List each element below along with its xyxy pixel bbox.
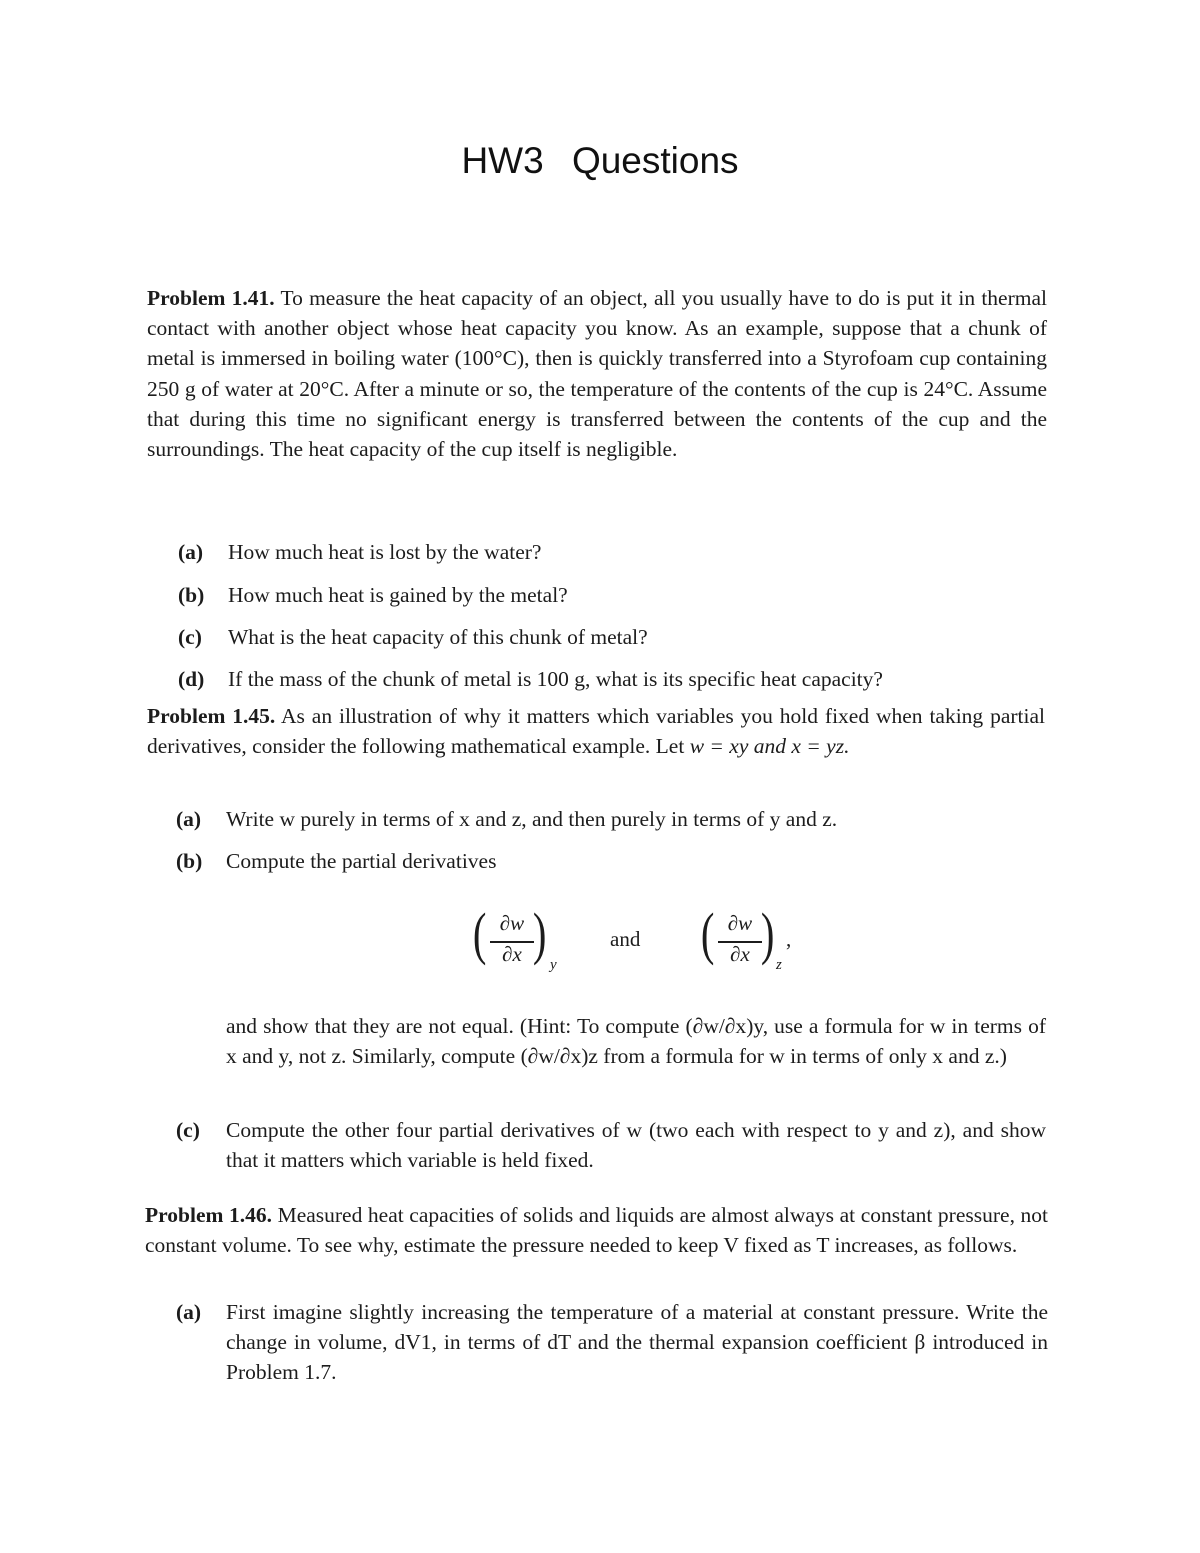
equation-trailing-comma: , <box>786 927 792 951</box>
denominator: ∂x <box>730 942 750 966</box>
part-text: First imagine slightly increasing the temperature of a material at constant pressure. Write the change in volume, dV1, in terms of dT and the thermal expansion coefficient β introduced in Problem 1.7. <box>226 1300 1048 1385</box>
problem-145-paragraph <box>147 701 1045 761</box>
problem-146-paragraph <box>145 1200 1048 1260</box>
problem-146 <box>145 1200 1048 1260</box>
problem-145 <box>147 701 1045 761</box>
problem-141-heading: Problem 1.41. <box>147 286 275 310</box>
part-label: (c) <box>178 625 202 649</box>
problem-141 <box>147 283 1047 464</box>
problem-146-intro: Measured heat capacities of solids and liquids are almost always at constant pressure, not constant volume. To see why, estimate the pressure needed to keep V fixed as T increases, as follows. <box>145 1203 1048 1258</box>
problem-146-heading: Problem 1.46. <box>145 1203 272 1227</box>
fraction-bar <box>490 941 534 943</box>
numerator: ∂w <box>727 911 753 935</box>
problem-145-intro-math: w = xy and x = yz. <box>689 734 850 759</box>
fraction-bar <box>718 941 762 943</box>
right-paren: ) <box>760 901 775 966</box>
part-label: (a) <box>176 807 202 831</box>
problem-141-paragraph <box>147 283 1047 464</box>
numerator: ∂w <box>499 911 525 935</box>
part-text: What is the heat capacity of this chunk of metal? <box>228 625 648 649</box>
equation-connector: and <box>610 927 641 951</box>
right-paren: ) <box>532 901 547 966</box>
part-text: How much heat is gained by the metal? <box>228 583 568 607</box>
left-paren: ( <box>700 901 715 966</box>
part-text: If the mass of the chunk of metal is 100 g, what is its specific heat capacity? <box>228 667 883 691</box>
derivative-fraction-left <box>484 911 540 967</box>
part-label: (b) <box>178 583 205 607</box>
part-text: Compute the other four partial derivatives of w (two each with respect to y and z), and show that it matters which variable is held fixed. <box>226 1118 1046 1173</box>
part-label: (a) <box>178 540 204 564</box>
subscript-y: y <box>550 957 557 973</box>
part-text: Write w purely in terms of x and z, and then purely in terms of y and z. <box>226 807 838 831</box>
denominator: ∂x <box>502 942 522 966</box>
part-label: (b) <box>176 849 203 873</box>
part-label: (c) <box>176 1118 200 1142</box>
page-title: HW3 Questions <box>461 140 739 181</box>
left-paren: ( <box>472 901 487 966</box>
part-label: (a) <box>176 1300 202 1324</box>
problem-145-heading: Problem 1.45. <box>147 704 276 728</box>
problem-141-intro: To measure the heat capacity of an object, all you usually have to do is put it in thermal contact with another object whose heat capacity you know. As an example, suppose that a chunk of metal is immersed in boiling water (100°C), then is quickly transferred into a Styrofoam cup containing 250 g of water at 20°C. After a minute or so, the temperature of the contents of the cup is 24°C. Assume that during this time no significant energy is transferred between the contents of the cup and the surroundings. The heat capacity of the cup itself is negligible. <box>147 286 1047 462</box>
part-text: How much heat is lost by the water? <box>228 540 542 564</box>
partial-derivatives-equation <box>470 901 810 985</box>
part-label: (d) <box>178 667 205 691</box>
problem-145-part-b-followup <box>226 1011 1046 1071</box>
derivative-fraction-right <box>712 911 768 967</box>
problem-145-intro: As an illustration of why it matters which variables you hold fixed when taking partial derivatives, consider the following mathematical example. Let <box>147 704 1045 759</box>
part-text: Compute the partial derivatives <box>226 849 497 873</box>
subscript-z: z <box>776 957 782 973</box>
followup-text: and show that they are not equal. (Hint: To compute (∂w/∂x)y, use a formula for w in terms of x and y, not z. Similarly, compute (∂w/∂x)z from a formula for w in terms of only x and z.) <box>226 1014 1046 1069</box>
